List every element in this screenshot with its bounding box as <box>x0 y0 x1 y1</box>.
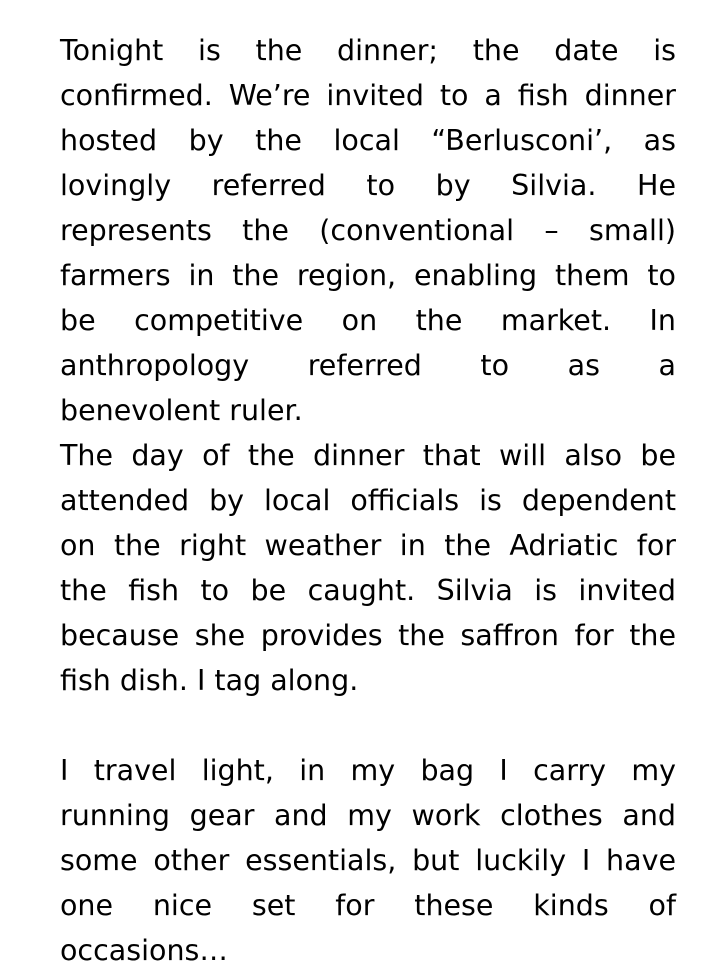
text-line: Tonight is the dinner; the date is <box>60 34 676 67</box>
text-line: be competitive on the market. In <box>60 304 676 337</box>
paragraph-2 <box>60 433 676 703</box>
text-line: lovingly referred to by Silvia. He <box>60 169 676 202</box>
paragraph-1 <box>60 28 676 433</box>
text-line: benevolent ruler. <box>60 394 303 427</box>
paragraph-spacer <box>60 703 676 748</box>
text-line: represents the (conventional – small) <box>60 214 676 247</box>
text-line: confirmed. We’re invited to a fish dinner <box>60 79 676 112</box>
text-line: running gear and my work clothes and <box>60 799 676 832</box>
paragraph-3 <box>60 748 676 973</box>
text-line: farmers in the region, enabling them to <box>60 259 676 292</box>
text-line: fish dish. I tag along. <box>60 664 359 697</box>
text-line: on the right weather in the Adriatic for <box>60 529 676 562</box>
text-line: occasions… <box>60 934 228 967</box>
document-page <box>60 28 676 973</box>
text-line: the fish to be caught. Silvia is invited <box>60 574 676 607</box>
text-line: one nice set for these kinds of <box>60 889 676 922</box>
text-line: hosted by the local “Berlusconi’, as <box>60 124 676 157</box>
text-line: I travel light, in my bag I carry my <box>60 754 676 787</box>
text-line: anthropology referred to as a <box>60 349 676 382</box>
text-line: The day of the dinner that will also be <box>60 439 676 472</box>
text-line: attended by local officials is dependent <box>60 484 676 517</box>
text-line: some other essentials, but luckily I have <box>60 844 676 877</box>
text-line: because she provides the saffron for the <box>60 619 676 652</box>
